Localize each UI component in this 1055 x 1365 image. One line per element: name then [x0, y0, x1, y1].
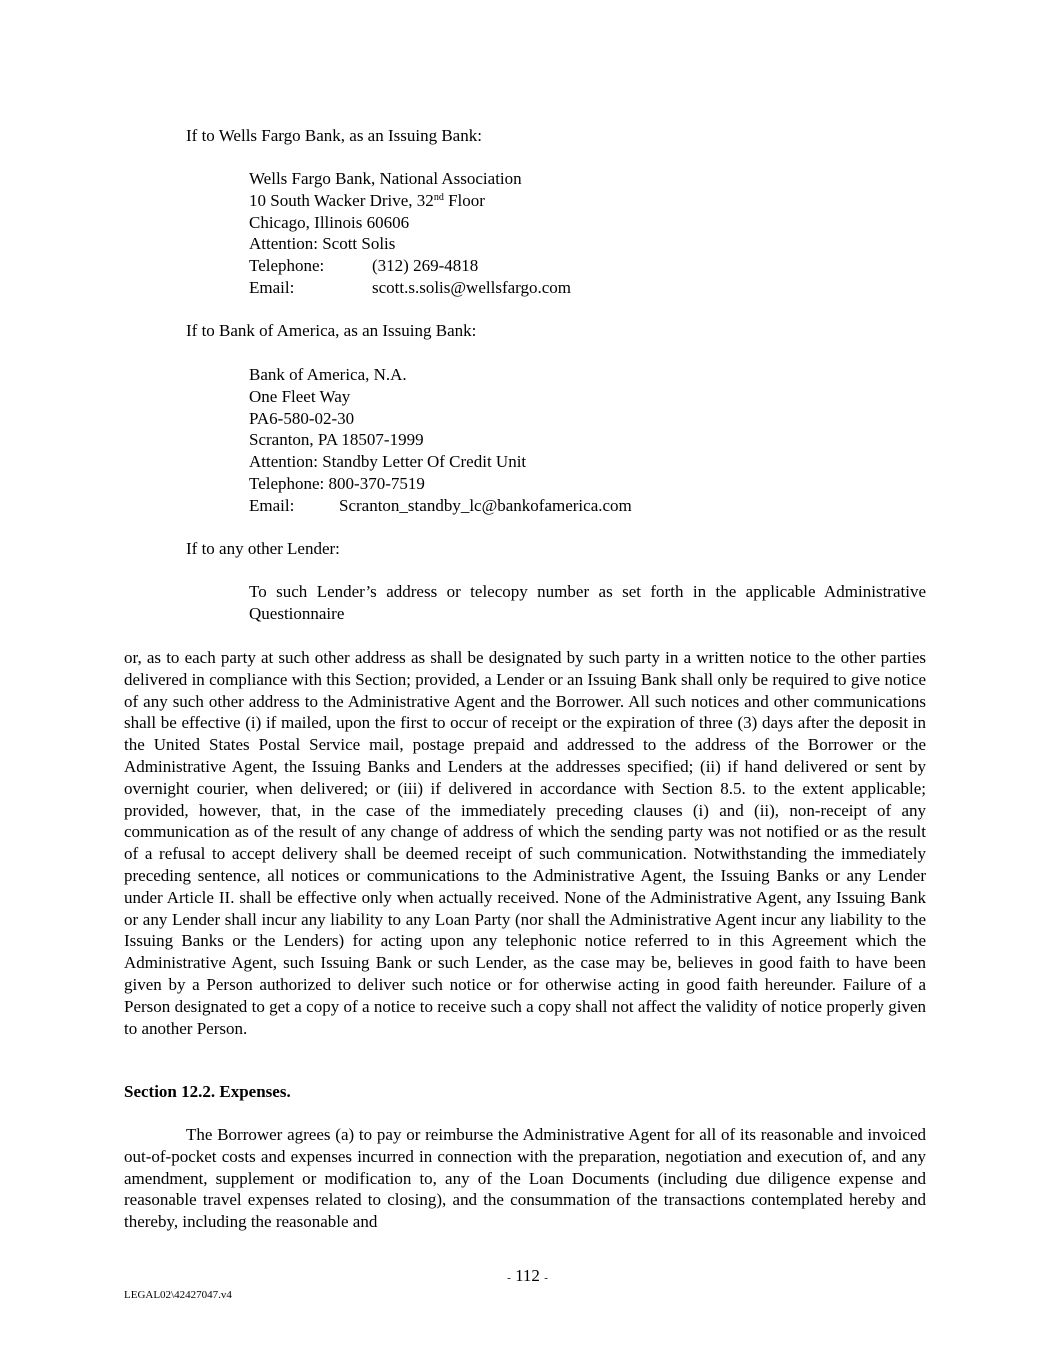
- expenses-paragraph: The Borrower agrees (a) to pay or reimburse the Administrative Agent for all of its reasonable and invoiced out-of-pocket costs and expenses incurred in connection with the preparation, negotiation and execution of, and any amendment, supplement or modification to, any of the Loan Documents (including due diligence expense and reasonable travel expenses related to closing), and the consummation of the transactions contemplated hereby and thereby, including the reasonable and: [124, 1125, 926, 1232]
- bank-of-america-email: [249, 495, 632, 517]
- bank-of-america-address-block: [249, 364, 632, 517]
- bank-of-america-email-value: Scranton_standby_lc@bankofamerica.com: [339, 495, 632, 515]
- wells-fargo-email: [249, 277, 571, 299]
- wells-fargo-attention: Attention: Scott Solis: [249, 234, 396, 254]
- wells-fargo-email-value: scott.s.solis@wellsfargo.com: [372, 277, 572, 297]
- page-number: [0, 1265, 1055, 1290]
- bank-of-america-email-label: Email:: [249, 495, 295, 515]
- wells-fargo-street-number: 10 South Wacker Drive, 32: [249, 190, 434, 210]
- wells-fargo-intro: If to Wells Fargo Bank, as an Issuing Bank:: [186, 126, 482, 145]
- bank-of-america-attention: Attention: Standby Letter Of Credit Unit: [249, 452, 527, 472]
- bank-of-america-intro: If to Bank of America, as an Issuing Bank:: [186, 321, 477, 340]
- wells-fargo-street-superscript: nd: [433, 191, 444, 203]
- other-lender-text: To such Lender’s address or telecopy number as set forth in the applicable Administrative Questionnaire: [249, 582, 926, 623]
- page-number-dash-left: -: [507, 1272, 511, 1284]
- notice-paragraph: or, as to each party at such other address as shall be designated by such party in a written notice to the other parties delivered in compliance with this Section; provided, a Lender or an Issuing Bank shall only be required to give notice of any such other address to the Administrative Agent and the Borrower. All such notices and other communications shall be effective (i) if mailed, upon the first to occur of receipt or the expiration of three (3) days after the deposit in the United States Postal Service mail, postage prepaid and addressed to the address of the Borrower or the Administrative Agent, the Issuing Banks and Lenders at the addresses specified; (ii) if hand delivered or sent by overnight courier, when delivered; or (iii) if delivered in accordance with Section 8.5. to the extent applicable; provided, however, that, in the case of the immediately preceding clauses (i) and (ii), non-receipt of any communication as of the result of any change of address of which the sending party was not notified or as the result of a refusal to accept delivery shall be deemed receipt of such communication. Notwithstanding the immediately preceding sentence, all notices or communications to the Administrative Agent, the Issuing Banks or any Lender under Article II. shall be effective only when actually received. None of the Administrative Agent, any Issuing Bank or any Lender shall incur any liability to any Loan Party (nor shall the Administrative Agent incur any liability to the Issuing Banks or the Lenders) for acting upon any telephonic notice referred to in this Agreement which the Administrative Agent, such Issuing Bank or such Lender, as the case may be, believes in good faith to have been given by a Person authorized to deliver such notice or for otherwise acting in good faith hereunder. Failure of a Person designated to get a copy of a notice to receive such a copy shall not affect the validity of notice properly given to another Person.: [124, 648, 926, 1038]
- section-heading: Section 12.2. Expenses.: [124, 1082, 291, 1101]
- bank-of-america-city: Scranton, PA 18507-1999: [249, 430, 424, 450]
- bank-of-america-name: Bank of America, N.A.: [249, 365, 407, 384]
- wells-fargo-street-floor: Floor: [443, 190, 485, 210]
- wells-fargo-city: Chicago, Illinois 60606: [249, 212, 410, 232]
- bank-of-america-telephone: Telephone: 800-370-7519: [249, 473, 425, 493]
- wells-fargo-address-block: [249, 168, 571, 299]
- bank-of-america-code: PA6-580-02-30: [249, 408, 355, 428]
- document-id: LEGAL02\42427047.v4: [124, 1289, 232, 1301]
- page-number-dash-right: -: [544, 1272, 548, 1284]
- bank-of-america-street: One Fleet Way: [249, 386, 351, 406]
- wells-fargo-email-label: Email:: [249, 277, 295, 297]
- other-lender-intro: If to any other Lender:: [186, 539, 340, 558]
- wells-fargo-telephone-label: Telephone:: [249, 256, 325, 276]
- page-number-value: 112: [515, 1266, 540, 1285]
- wells-fargo-telephone-value: (312) 269-4818: [372, 256, 479, 276]
- wells-fargo-name: Wells Fargo Bank, National Association: [249, 169, 522, 188]
- wells-fargo-street: [249, 190, 571, 212]
- wells-fargo-telephone: [249, 255, 571, 277]
